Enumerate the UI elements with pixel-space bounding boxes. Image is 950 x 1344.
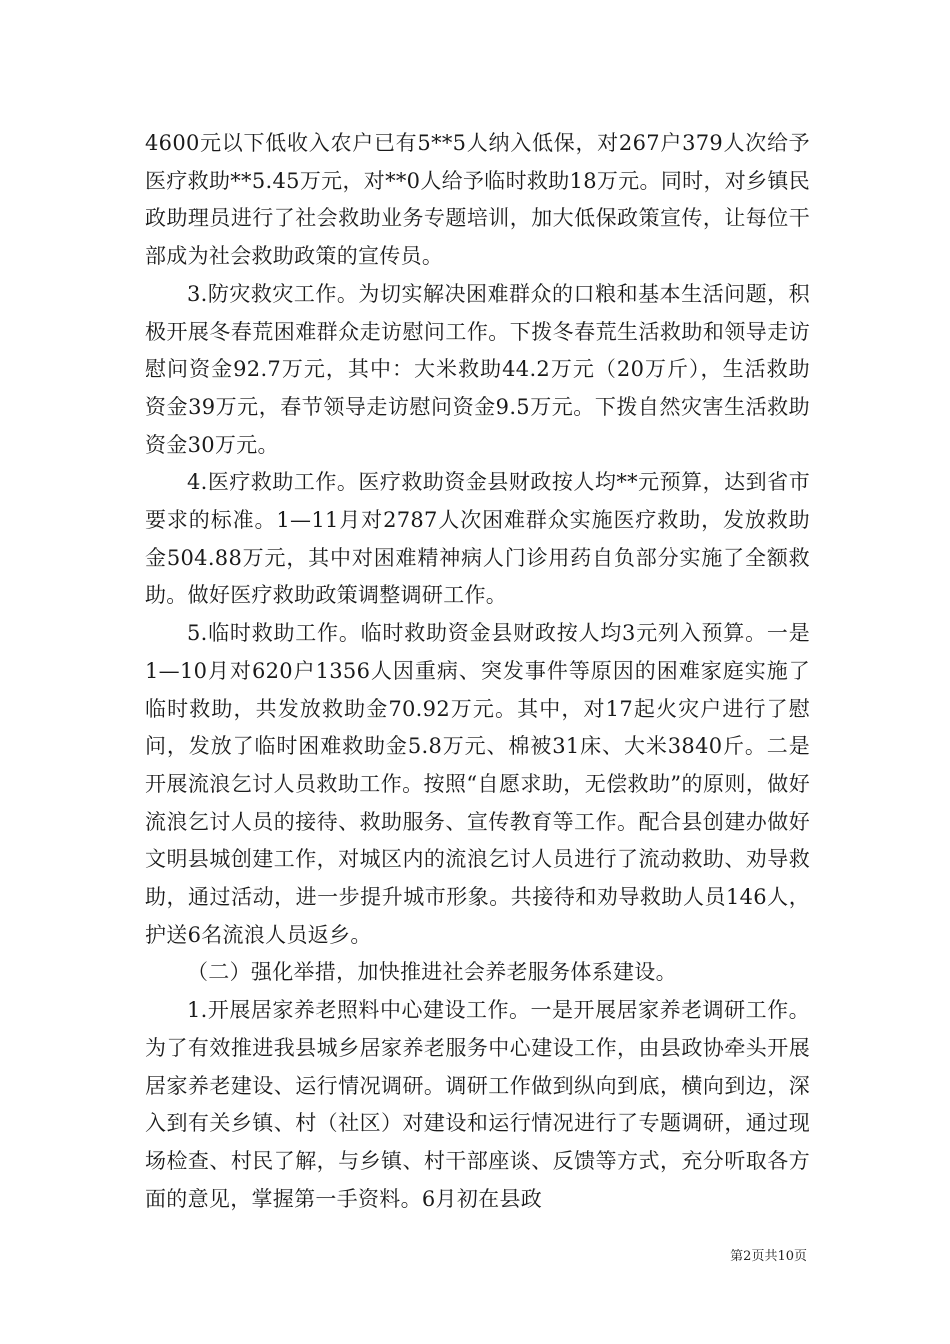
paragraph-4: 5.临时救助工作。临时救助资金县财政按人均3元列入预算。一是1—10月对620户1356人因重病、突发事件等原因的困难家庭实施了临时救助，共发放救助金70.92万元。其中，对17起火灾户进行了慰问，发放了临时困难救助金5.8万元、棉被31床、大米3840斤。二是开展流浪乞讨人员救助工作。按照“自愿求助，无偿救助”的原则，做好流浪乞讨人员的接待、救助服务、宣传教育等工作。配合县创建办做好文明县城创建工作，对城区内的流浪乞讨人员进行了流动救助、劝导救助，通过活动，进一步提升城市形象。共接待和劝导救助人员146人，护送6名流浪人员返乡。 xyxy=(145,621,810,947)
page-number: 第2页共10页 xyxy=(730,1249,807,1264)
paragraph-2: 3.防灾救灾工作。为切实解决困难群众的口粮和基本生活问题，积极开展冬春荒困难群众走访慰问工作。下拨冬春荒生活救助和领导走访慰问资金92.7万元，其中：大米救助44.2万元（20万斤），生活救助资金39万元，春节领导走访慰问资金9.5万元。下拨自然灾害生活救助资金30万元。 xyxy=(145,281,810,457)
document-body xyxy=(145,125,810,1218)
paragraph-3: 4.医疗救助工作。医疗救助资金县财政按人均**元预算，达到省市要求的标准。1—11月对2787人次困难群众实施医疗救助，发放救助金504.88万元，其中对困难精神病人门诊用药自负部分实施了全额救助。做好医疗救助政策调整调研工作。 xyxy=(145,470,810,608)
paragraph-1: 4600元以下低收入农户已有5**5人纳入低保，对267户379人次给予医疗救助**5.45万元，对**0人给予临时救助18万元。同时，对乡镇民政助理员进行了社会救助业务专题培训，加大低保政策宣传，让每位干部成为社会救助政策的宣传员。 xyxy=(145,131,810,269)
section-heading: （二）强化举措，加快推进社会养老服务体系建设。 xyxy=(187,960,677,985)
paragraph-5: 1.开展居家养老照料中心建设工作。一是开展居家养老调研工作。为了有效推进我县城乡居家养老服务中心建设工作，由县政协牵头开展居家养老建设、运行情况调研。调研工作做到纵向到底，横向到边，深入到有关乡镇、村（社区）对建设和运行情况进行了专题调研，通过现场检查、村民了解，与乡镇、村干部座谈、反馈等方式，充分听取各方面的意见，掌握第一手资料。6月初在县政 xyxy=(145,998,810,1211)
